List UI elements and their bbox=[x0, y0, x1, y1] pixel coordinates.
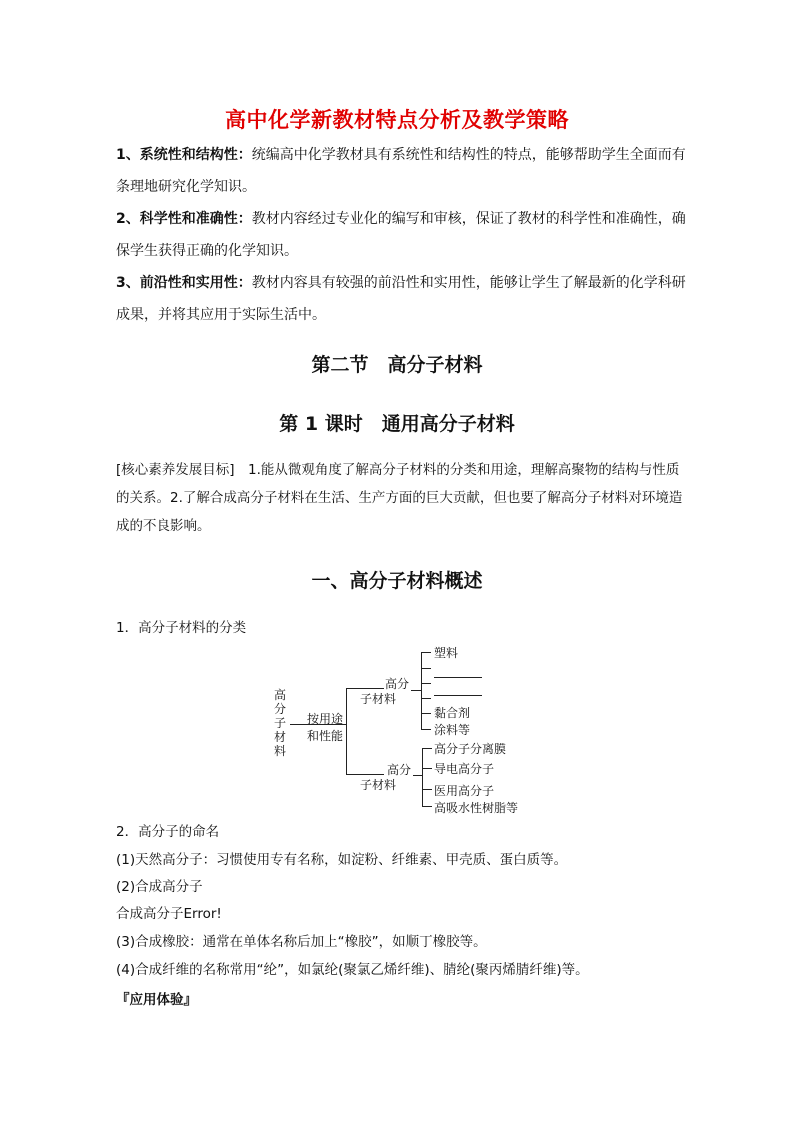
tree-root-label: 高分子材料 bbox=[274, 688, 287, 758]
intro-label: 3、前沿性和实用性： bbox=[116, 275, 252, 291]
branch1-label2: 子材料 bbox=[360, 692, 397, 706]
naming-item-5: (4)合成纤维的名称常用“纶”，如氯纶(聚氯乙烯纤维)、腈纶(聚丙烯腈纤维)等。 bbox=[116, 962, 589, 978]
lesson-title: 第 1 课时 通用高分子材料 bbox=[279, 413, 515, 435]
branch2-item-membrane: 高分子分离膜 bbox=[434, 742, 507, 756]
branch2-item-absorbent: 高吸水性树脂等 bbox=[434, 801, 519, 815]
branch1-item-plastic: 塑料 bbox=[434, 646, 459, 660]
tree-criterion-line1: 按用途 bbox=[307, 712, 344, 726]
section-title: 第二节 高分子材料 bbox=[311, 354, 483, 376]
intro-text: 教材内容具有较强的前沿性和实用性，能够让学生了解最新的化学科研成果，并将其应用于实际生活中。 bbox=[116, 275, 686, 323]
branch2-label2: 子材料 bbox=[360, 778, 397, 792]
branch1-item-adhesive: 黏合剂 bbox=[434, 706, 471, 720]
intro-text: 教材内容经过专业化的编写和审核，保证了教材的科学性和准确性，确保学生获得正确的化学知识。 bbox=[116, 211, 686, 259]
branch1-item-coating: 涂料等 bbox=[434, 723, 471, 737]
tree-criterion-line2: 和性能 bbox=[307, 729, 344, 743]
naming-heading: 2．高分子的命名 bbox=[116, 824, 220, 840]
branch2-label: 高分 bbox=[387, 763, 412, 777]
document-title: 高中化学新教材特点分析及教学策略 bbox=[225, 108, 569, 132]
branch2-item-conductive: 导电高分子 bbox=[434, 762, 495, 776]
intro-label: 2、科学性和准确性： bbox=[116, 211, 252, 227]
core-goal-text: 1.能从微观角度了解高分子材料的分类和用途，理解高聚物的结构与性质的关系。2.了解合成高分子材料在生活、生产方面的巨大贡献，但也要了解高分子材料对环境造成的不良影响。 bbox=[116, 462, 683, 534]
blank-fill-line bbox=[434, 677, 482, 678]
apply-label: 『应用体验』 bbox=[116, 992, 197, 1008]
naming-item-4: (3)合成橡胶：通常在单体名称后加上“橡胶”，如顺丁橡胶等。 bbox=[116, 934, 487, 950]
branch2-item-medical: 医用高分子 bbox=[434, 784, 495, 798]
part-title: 一、高分子材料概述 bbox=[311, 570, 483, 592]
naming-item-1: (1)天然高分子：习惯使用专有名称，如淀粉、纤维素、甲壳质、蛋白质等。 bbox=[116, 852, 568, 868]
core-goal-tag: [核心素养发展目标] bbox=[116, 462, 235, 478]
naming-item-3: 合成高分子Error! bbox=[116, 906, 222, 922]
branch1-label: 高分 bbox=[385, 677, 410, 691]
blank-fill-line bbox=[434, 695, 482, 696]
classification-heading: 1．高分子材料的分类 bbox=[116, 620, 247, 636]
naming-item-2: (2)合成高分子 bbox=[116, 879, 203, 895]
intro-text: 统编高中化学教材具有系统性和结构性的特点，能够帮助学生全面而有条理地研究化学知识。 bbox=[116, 147, 686, 195]
intro-label: 1、系统性和结构性： bbox=[116, 147, 252, 163]
